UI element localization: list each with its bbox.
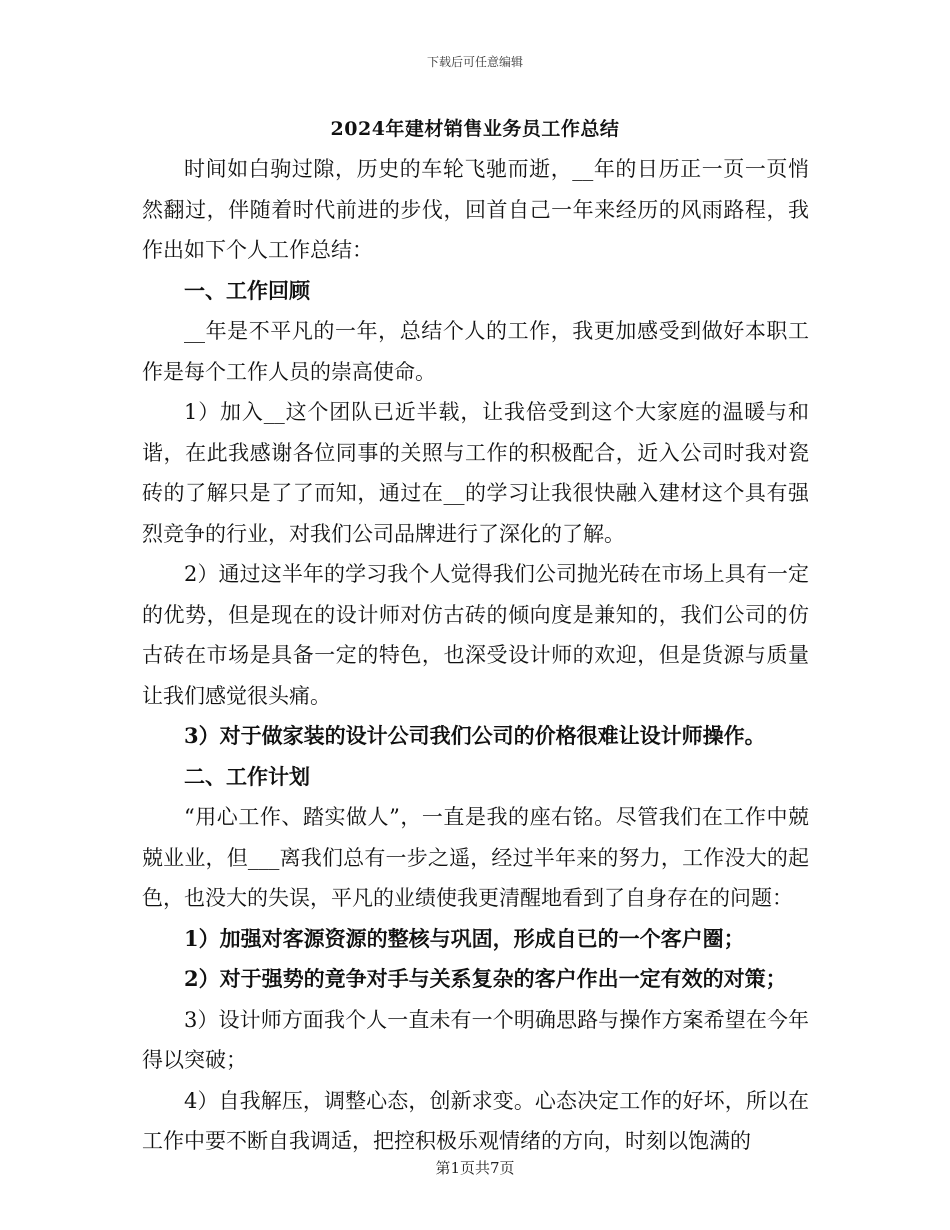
paragraph-plan-intro: “用心工作、踏实做人”，一直是我的座右铭。尽管我们在工作中兢兢业业，但___离我们总有一步之遥，经过半年来的努力，工作没大的起色，也没大的失误，平凡的业绩使我更清醒地看到了自身存在的问题： [142,805,809,910]
heading-work-review: 一、工作回顾 [184,277,310,303]
paragraph-intro: 时间如白驹过隙，历史的车轮飞驰而逝，__年的日历正一页一页悄然翻过，伴随着时代前进的步伐，回首自己一年来经历的风雨路程，我作出如下个人工作总结： [142,157,809,262]
paragraph-review-item-3: 3）对于做家装的设计公司我们公司的价格很难让设计师操作。 [184,723,766,748]
paragraph-review-summary: __年是不平凡的一年，总结个人的工作，我更加感受到做好本职工作是每个工作人员的崇高使命。 [142,319,809,384]
paragraph-plan-item-1: 1）加强对客源资源的整核与巩固，形成自已的一个客户圈； [184,925,745,951]
paragraph-plan-item-3: 3）设计师方面我个人一直未有一个明确思路与操作方案希望在今年得以突破； [142,1007,809,1072]
paragraph-plan-item-2: 2）对于强势的竟争对手与关系复杂的客户作出一定有效的对策； [184,966,787,991]
page-number: 第1页共7页 [435,1159,515,1177]
document-title: 2024年建材销售业务员工作总结 [330,118,620,140]
paragraph-plan-item-4: 4）自我解压，调整心态，创新求变。心态决定工作的好坏，所以在工作中要不断自我调适，把控积极乐观情绪的方向，时刻以饱满的 [142,1088,809,1153]
document-body [142,149,809,1162]
page-header-note: 下载后可任意编辑 [426,55,523,69]
paragraph-review-item-2: 2）通过这半年的学习我个人觉得我们公司抛光砖在市场上具有一定的优势，但是现在的设计师对仿古砖的倾向度是兼知的，我们公司的仿古砖在市场是具备一定的特色，也深受设计师的欢迎，但是货源与质量让我们感觉很头痛。 [142,562,809,708]
paragraph-review-item-1: 1）加入__这个团队已近半载，让我倍受到这个大家庭的温暖与和谐，在此我感谢各位同事的关照与工作的积极配合，近入公司时我对瓷砖的了解只是了了而知，通过在__的学习让我很快融入建材这个具有强烈竞争的行业，对我们公司品牌进行了深化的了解。 [142,400,809,546]
heading-work-plan: 二、工作计划 [184,763,310,789]
